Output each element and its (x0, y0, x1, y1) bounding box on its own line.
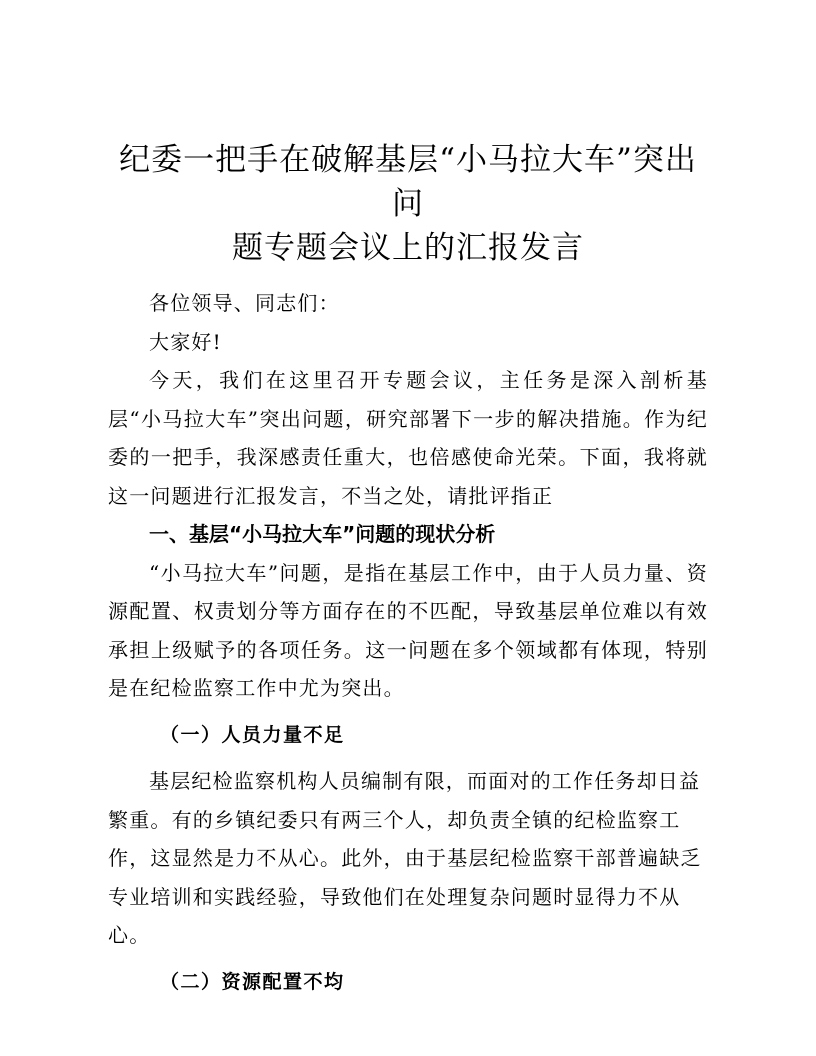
subsection-1-paragraph (108, 762, 708, 955)
section-1-paragraph: “小马拉大车”问题，是指在基层工作中，由于人员力量、资源配置、权责划分等方面存在的不匹配，导致基层单位难以有效承担上级赋予的各项任务。这一问题在多个领域都有体现，特别是在纪检监察工作中尤为突出。 (108, 560, 708, 700)
subsection-2-heading: （二）资源配置不均 (160, 970, 345, 993)
intro-paragraph: 今天，我们在这里召开专题会议，主任务是深入剖析基层“小马拉大车”突出问题，研究部署下一步的解决措施。作为纪委的一把手，我深感责任重大，也倍感使命光荣。下面，我将就这一问题进行汇报发言，不当之处，请批评指正 (108, 368, 708, 508)
title-line-1: 纪委一把手在破解基层“小马拉大车”突出问 (119, 142, 697, 222)
subsection-1-line: 作，这显然是力不从心。此外，由于基层纪检监察干部普遍缺乏 (108, 846, 702, 870)
title-line-2: 题专题会议上的汇报发言 (232, 230, 584, 266)
subsection-1-line: 心。 (108, 923, 151, 947)
salutation: 各位领导、同志们： (149, 291, 340, 315)
subsection-1-line: 基层纪检监察机构人员编制有限，而面对的工作任务却日益 (149, 769, 701, 793)
document-title (108, 138, 708, 270)
subsection-1-line: 专业培训和实践经验，导致他们在处理复杂问题时显得力不从 (108, 884, 681, 909)
subsection-1-line: 繁重。有的乡镇纪委只有两三个人，却负责全镇的纪检监察工 (108, 807, 681, 832)
subsection-1-heading: （一）人员力量不足 (160, 723, 345, 746)
greeting: 大家好! (149, 329, 222, 354)
section-1-heading: 一、基层“小马拉大车”问题的现状分析 (149, 522, 496, 546)
